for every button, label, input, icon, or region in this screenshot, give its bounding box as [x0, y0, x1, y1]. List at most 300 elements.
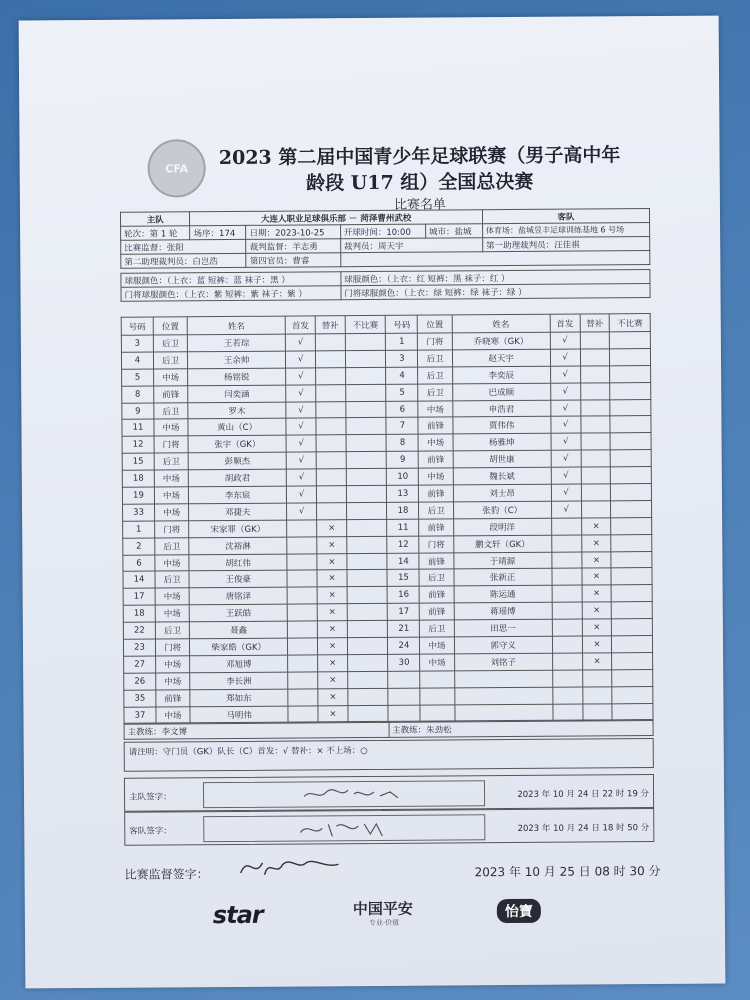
- away-player-pos: 后卫: [418, 367, 452, 384]
- home-player-b: ×: [317, 587, 347, 604]
- home-player-no: 6: [123, 555, 155, 572]
- home-player-pos: 中场: [154, 487, 188, 504]
- match-sheet: [19, 16, 726, 989]
- home-gk-kit-colors: 门将球服颜色：（上衣：紫 短裤：紫 袜子：紫 ）: [121, 286, 341, 302]
- home-player-x: [348, 654, 389, 671]
- home-player-no: 12: [122, 436, 154, 453]
- home-player-name: 闫奕涵: [188, 385, 286, 403]
- star-logo: star: [212, 900, 263, 930]
- roster-body: [121, 332, 653, 724]
- away-player-no: 16: [388, 587, 420, 604]
- home-player-x: [345, 333, 386, 350]
- home-player-name: 宋家罪（GK）: [189, 520, 287, 538]
- home-player-no: 37: [124, 707, 156, 724]
- away-player-s: √: [550, 349, 580, 366]
- away-col-header: 位置: [418, 315, 452, 333]
- away-col-header: 姓名: [452, 314, 550, 333]
- away-player-pos: [420, 688, 454, 705]
- away-player-no: 9: [387, 451, 419, 468]
- home-player-b: ×: [317, 604, 347, 621]
- away-player-name: 鹏文轩（GK）: [453, 535, 551, 553]
- home-player-name: 柴家皓（GK）: [190, 638, 288, 656]
- away-signature-icon: [204, 815, 484, 841]
- home-player-s: [287, 520, 317, 537]
- home-player-b: ×: [317, 621, 347, 638]
- away-player-pos: 前锋: [419, 553, 453, 570]
- home-player-name: 李东宸: [188, 486, 286, 504]
- away-player-x: [611, 551, 652, 568]
- away-player-b: [580, 399, 610, 416]
- home-player-b: [316, 418, 346, 435]
- stadium: 体育场：盐城昱丰足球训练基地 6 号场: [482, 223, 649, 238]
- away-player-s: [551, 535, 581, 552]
- away-player-x: [610, 348, 651, 365]
- away-player-b: ×: [582, 602, 612, 619]
- home-player-name: 张宇（GK）: [188, 435, 286, 453]
- away-player-no: 8: [386, 435, 418, 452]
- away-player-x: [610, 332, 651, 349]
- away-player-x: [611, 568, 652, 585]
- home-player-b: ×: [317, 519, 347, 536]
- home-player-s: [288, 705, 318, 722]
- away-player-no: 17: [388, 603, 420, 620]
- away-player-name: 乔晓寒（GK）: [452, 332, 550, 350]
- supervisor-sign-label: 比赛监督签字：: [124, 867, 209, 882]
- away-player-s: √: [550, 383, 580, 400]
- home-player-b: ×: [317, 553, 347, 570]
- away-col-header: 首发: [550, 314, 580, 332]
- home-player-pos: 后卫: [153, 352, 187, 369]
- home-player-x: [346, 452, 387, 469]
- away-player-b: [580, 366, 610, 383]
- home-player-x: [347, 553, 388, 570]
- away-gk-kit-colors: 门将球服颜色：（上衣：绿 短裤：绿 袜子：绿 ）: [341, 284, 650, 300]
- away-player-no: 1: [386, 333, 418, 350]
- home-player-no: 2: [123, 538, 155, 555]
- home-player-s: [287, 553, 317, 570]
- home-player-pos: 中场: [155, 588, 189, 605]
- match-teams: 大连人职业足球俱乐部 － 菏泽曹州武校: [190, 210, 483, 226]
- home-player-name: 聂鑫: [189, 621, 287, 639]
- away-player-x: [611, 534, 652, 551]
- away-player-name: 李奕辰: [452, 366, 550, 384]
- away-player-s: √: [551, 433, 581, 450]
- away-player-b: ×: [582, 636, 612, 653]
- home-player-b: ×: [318, 638, 348, 655]
- home-player-pos: 中场: [154, 470, 188, 487]
- away-player-name: 田思一: [454, 619, 552, 637]
- away-player-x: [612, 636, 653, 653]
- away-player-s: [552, 602, 582, 619]
- home-player-name: 王若琮: [187, 334, 285, 352]
- away-player-name: 陈运通: [454, 586, 552, 604]
- home-player-name: 沈裕淋: [189, 537, 287, 555]
- away-player-no: 18: [387, 502, 419, 519]
- home-player-b: [315, 334, 345, 351]
- home-player-no: 19: [122, 487, 154, 504]
- referee: 裁判员：周天宇: [340, 238, 482, 253]
- home-player-pos: 后卫: [153, 335, 187, 352]
- away-player-b: [582, 703, 612, 720]
- away-player-no: 11: [387, 519, 419, 536]
- home-player-x: [347, 570, 388, 587]
- away-player-b: [581, 484, 611, 501]
- home-player-name: 胡政君: [188, 469, 286, 487]
- away-player-no: [388, 705, 420, 722]
- away-player-no: 10: [387, 468, 419, 485]
- away-player-pos: 后卫: [420, 620, 454, 637]
- home-player-x: [347, 604, 388, 621]
- home-player-x: [347, 587, 388, 604]
- home-player-no: 35: [124, 690, 156, 707]
- home-player-x: [346, 384, 387, 401]
- away-player-x: [611, 467, 652, 484]
- home-label: 主队: [120, 212, 190, 226]
- home-player-s: [287, 570, 317, 587]
- home-col-header: 不比赛: [345, 315, 386, 333]
- home-player-x: [347, 519, 388, 536]
- home-player-s: √: [287, 486, 317, 503]
- away-player-no: 21: [388, 620, 420, 637]
- away-player-s: √: [551, 484, 581, 501]
- away-player-pos: 前锋: [418, 417, 452, 434]
- assistant-referee-2: 第二助理裁判员：白岂浩: [121, 253, 247, 268]
- home-player-pos: 门将: [154, 436, 188, 453]
- away-player-pos: 中场: [420, 654, 454, 671]
- home-player-b: ×: [318, 688, 348, 705]
- home-player-x: [346, 502, 387, 519]
- away-col-header: 替补: [580, 314, 610, 332]
- home-col-header: 位置: [153, 317, 187, 335]
- home-player-name: 王跃皓: [189, 604, 287, 622]
- away-player-s: [552, 653, 582, 670]
- legend-note: 请注明：守门员（GK）队长（C）首发：√ 替补：× 不上场：○: [124, 738, 654, 772]
- fourth-official: 第四官员：曹睿: [246, 253, 340, 268]
- away-player-name: 张新正: [454, 569, 552, 587]
- home-player-no: 11: [122, 419, 154, 436]
- away-player-b: ×: [582, 585, 612, 602]
- cfa-logo-icon: [147, 139, 205, 197]
- home-player-no: 18: [122, 470, 154, 487]
- away-player-x: [611, 450, 652, 467]
- home-player-no: 33: [123, 504, 155, 521]
- home-player-b: ×: [318, 705, 348, 722]
- away-player-name: 蒋瑶博: [454, 602, 552, 620]
- away-player-b: [581, 467, 611, 484]
- home-player-x: [347, 637, 388, 654]
- home-player-no: 5: [122, 369, 154, 386]
- away-player-pos: 中场: [420, 637, 454, 654]
- away-player-pos: 中场: [419, 468, 453, 485]
- away-player-s: √: [550, 366, 580, 383]
- home-player-name: 邓捷夫: [189, 503, 287, 521]
- away-player-name: 于靖源: [453, 552, 551, 570]
- home-signature-box[interactable]: [203, 780, 485, 808]
- home-player-pos: 后卫: [155, 571, 189, 588]
- home-player-pos: 中场: [156, 656, 190, 673]
- home-player-x: [346, 469, 387, 486]
- away-player-name: 刘士昂: [453, 484, 551, 502]
- home-player-x: [347, 621, 388, 638]
- home-player-no: 17: [123, 588, 155, 605]
- away-player-name: [454, 704, 552, 722]
- home-player-pos: 前锋: [156, 689, 190, 706]
- away-player-x: [612, 703, 653, 720]
- away-player-no: 6: [386, 401, 418, 418]
- away-player-no: 15: [387, 570, 419, 587]
- away-player-s: √: [550, 332, 580, 349]
- home-col-header: 首发: [285, 316, 315, 334]
- away-player-name: 郭守义: [454, 636, 552, 654]
- away-player-no: 5: [386, 384, 418, 401]
- away-player-pos: 前锋: [420, 586, 454, 603]
- away-player-pos: [420, 671, 454, 688]
- home-player-no: 22: [123, 622, 155, 639]
- away-player-name: [454, 670, 552, 688]
- home-player-x: [347, 536, 388, 553]
- home-player-name: 邓旭博: [190, 655, 288, 673]
- away-col-header: 不比赛: [610, 314, 651, 332]
- away-player-no: 14: [387, 553, 419, 570]
- home-player-s: [288, 638, 318, 655]
- home-kit-colors: 球服颜色：（上衣：蓝 短裤：蓝 袜子：黑 ）: [121, 272, 341, 288]
- away-player-x: [610, 416, 651, 433]
- logo-text: CFA: [165, 161, 189, 175]
- away-player-b: [580, 332, 610, 349]
- away-player-x: [612, 602, 653, 619]
- supervisor-sign-time: 2023 年 10 月 25 日 08 时 30 分: [474, 863, 661, 880]
- home-player-b: ×: [317, 536, 347, 553]
- away-player-pos: 中场: [418, 400, 452, 417]
- away-player-no: 13: [387, 485, 419, 502]
- away-player-s: √: [550, 400, 580, 417]
- away-player-b: ×: [582, 653, 612, 670]
- home-player-x: [346, 435, 387, 452]
- home-player-s: √: [286, 469, 316, 486]
- home-player-s: [287, 587, 317, 604]
- home-player-b: [316, 469, 346, 486]
- away-player-no: [388, 671, 420, 688]
- home-player-name: 唐铭泽: [189, 587, 287, 605]
- away-player-b: ×: [581, 535, 611, 552]
- away-player-name: 胡世康: [453, 450, 551, 468]
- home-player-s: [288, 689, 318, 706]
- away-player-x: [610, 399, 651, 416]
- away-player-s: [552, 552, 582, 569]
- away-player-s: [552, 670, 582, 687]
- away-player-no: 4: [386, 367, 418, 384]
- home-player-name: 马明伟: [190, 706, 288, 724]
- away-player-name: 赵天宇: [452, 349, 550, 367]
- home-player-no: 3: [121, 335, 153, 352]
- home-player-b: [316, 367, 346, 384]
- away-signature-row: [124, 808, 654, 846]
- home-player-s: √: [287, 503, 317, 520]
- away-player-b: ×: [582, 619, 612, 636]
- away-player-no: 3: [386, 350, 418, 367]
- roster-table: [121, 313, 654, 724]
- supervisor-signature-icon: [234, 850, 344, 883]
- home-player-pos: 中场: [154, 419, 188, 436]
- away-player-s: [552, 569, 582, 586]
- away-player-s: [551, 518, 581, 535]
- assistant-referee-1: 第一助理裁判员：汪佳祺: [483, 237, 650, 252]
- away-player-x: [612, 686, 653, 703]
- away-player-b: ×: [582, 568, 612, 585]
- home-player-pos: 后卫: [155, 622, 189, 639]
- home-player-x: [348, 688, 389, 705]
- home-player-b: [316, 351, 346, 368]
- away-player-pos: 中场: [418, 434, 452, 451]
- referee-supervisor: 裁判监督：羊志勇: [246, 239, 340, 254]
- home-player-s: [287, 604, 317, 621]
- away-player-pos: 后卫: [419, 502, 453, 519]
- away-player-b: [580, 349, 610, 366]
- home-sign-label: 主队签字：: [129, 792, 172, 803]
- home-player-no: 23: [123, 639, 155, 656]
- yibao-logo: 怡寶: [497, 899, 541, 923]
- away-player-x: [611, 517, 652, 534]
- away-player-pos: 后卫: [418, 350, 452, 367]
- home-player-x: [346, 418, 387, 435]
- home-player-pos: 前锋: [154, 385, 188, 402]
- away-player-pos: 前锋: [419, 485, 453, 502]
- away-player-b: [580, 416, 610, 433]
- away-player-s: [552, 636, 582, 653]
- home-player-s: [288, 621, 318, 638]
- away-player-b: [582, 670, 612, 687]
- pingan-logo: 中国平安: [352, 899, 413, 919]
- away-player-pos: 前锋: [419, 519, 453, 536]
- away-player-x: [612, 669, 653, 686]
- home-player-pos: 后卫: [155, 537, 189, 554]
- home-player-no: 15: [122, 453, 154, 470]
- away-player-b: [581, 433, 611, 450]
- home-player-name: 黄山（C）: [188, 419, 286, 437]
- home-player-pos: 后卫: [154, 402, 188, 419]
- away-player-name: 申浩君: [452, 400, 550, 418]
- home-player-x: [348, 705, 389, 722]
- away-player-s: [552, 687, 582, 704]
- home-player-pos: 中场: [154, 504, 188, 521]
- home-player-pos: 中场: [154, 369, 188, 386]
- away-player-name: 贾伟伟: [452, 417, 550, 435]
- home-player-no: 26: [124, 673, 156, 690]
- home-player-name: 李长洲: [190, 672, 288, 690]
- home-player-pos: 门将: [155, 639, 189, 656]
- home-player-x: [346, 401, 387, 418]
- home-player-s: √: [286, 368, 316, 385]
- home-player-b: ×: [318, 671, 348, 688]
- home-player-b: [316, 401, 346, 418]
- away-player-s: [552, 619, 582, 636]
- away-player-b: [581, 501, 611, 518]
- home-player-name: 胡红伟: [189, 554, 287, 572]
- away-player-pos: 门将: [419, 536, 453, 553]
- home-player-s: [288, 672, 318, 689]
- away-player-b: ×: [581, 551, 611, 568]
- away-player-no: [388, 688, 420, 705]
- away-player-name: 刘铭子: [454, 653, 552, 671]
- away-player-pos: 前锋: [419, 451, 453, 468]
- away-player-no: 7: [386, 418, 418, 435]
- home-player-no: 14: [123, 571, 155, 588]
- home-player-name: 彭顺杰: [188, 452, 286, 470]
- away-player-x: [611, 500, 652, 517]
- home-player-x: [348, 671, 389, 688]
- away-player-x: [612, 619, 653, 636]
- away-label: 客队: [482, 209, 649, 224]
- home-player-b: ×: [317, 570, 347, 587]
- home-player-s: √: [286, 435, 316, 452]
- away-player-name: 杨雅坤: [453, 434, 551, 452]
- home-player-s: [287, 537, 317, 554]
- home-col-header: 替补: [315, 316, 345, 334]
- home-player-s: [288, 655, 318, 672]
- round: 轮次：第 1 轮: [121, 226, 191, 240]
- match-supervisor: 比赛监督：张阳: [121, 239, 247, 254]
- away-player-x: [612, 652, 653, 669]
- away-player-b: [580, 383, 610, 400]
- page-subtitle: 比赛名单: [393, 197, 446, 213]
- away-sign-label: 客队签字：: [129, 826, 172, 837]
- away-player-pos: [420, 705, 454, 722]
- home-col-header: 号码: [121, 317, 153, 335]
- home-player-no: 4: [121, 352, 153, 369]
- home-signature-icon: [204, 781, 484, 807]
- away-player-b: ×: [581, 518, 611, 535]
- away-player-b: [582, 687, 612, 704]
- match-info-table: [120, 208, 651, 302]
- away-player-s: [552, 585, 582, 602]
- away-player-x: [610, 433, 651, 450]
- home-player-b: [316, 452, 346, 469]
- away-player-name: 张豹（C）: [453, 501, 551, 519]
- away-player-name: 魏长斌: [453, 467, 551, 485]
- home-player-pos: 中场: [155, 605, 189, 622]
- coach-table: [124, 720, 654, 740]
- home-player-no: 1: [123, 521, 155, 538]
- kickoff-time: 开球时间：10:00: [340, 224, 425, 239]
- home-player-pos: 后卫: [154, 453, 188, 470]
- home-player-name: 杨铭锐: [188, 368, 286, 386]
- home-signature-row: [124, 774, 654, 812]
- away-col-header: 号码: [386, 315, 418, 333]
- home-player-pos: 中场: [156, 706, 190, 723]
- page-title: 2023 第二届中国青少年足球联赛（男子高中年龄段 U17 组）全国总决赛: [218, 144, 621, 195]
- pingan-slogan: 专业·价值: [368, 918, 400, 928]
- match-date: 日期：2023-10-25: [246, 225, 340, 240]
- home-player-s: √: [286, 334, 316, 351]
- home-player-name: 王余帅: [188, 351, 286, 369]
- away-player-name: 段明洋: [453, 518, 551, 536]
- away-coach: 主教练：朱劲松: [389, 721, 654, 738]
- away-player-s: [553, 704, 583, 721]
- home-player-pos: 中场: [156, 673, 190, 690]
- away-kit-colors: 球服颜色：（上衣：红 短裤：黑 袜子：红 ）: [341, 270, 650, 286]
- sponsor-bar: [25, 894, 725, 939]
- home-player-no: 18: [123, 605, 155, 622]
- home-player-b: [316, 486, 346, 503]
- away-signature-box[interactable]: [203, 814, 485, 842]
- away-player-no: 24: [388, 637, 420, 654]
- home-sign-time: 2023 年 10 月 24 日 22 时 19 分: [517, 789, 650, 800]
- venue-order: 场序：174: [190, 225, 246, 239]
- home-player-name: 罗木: [188, 402, 286, 420]
- home-player-b: ×: [318, 655, 348, 672]
- home-player-x: [345, 367, 386, 384]
- home-player-b: [317, 503, 347, 520]
